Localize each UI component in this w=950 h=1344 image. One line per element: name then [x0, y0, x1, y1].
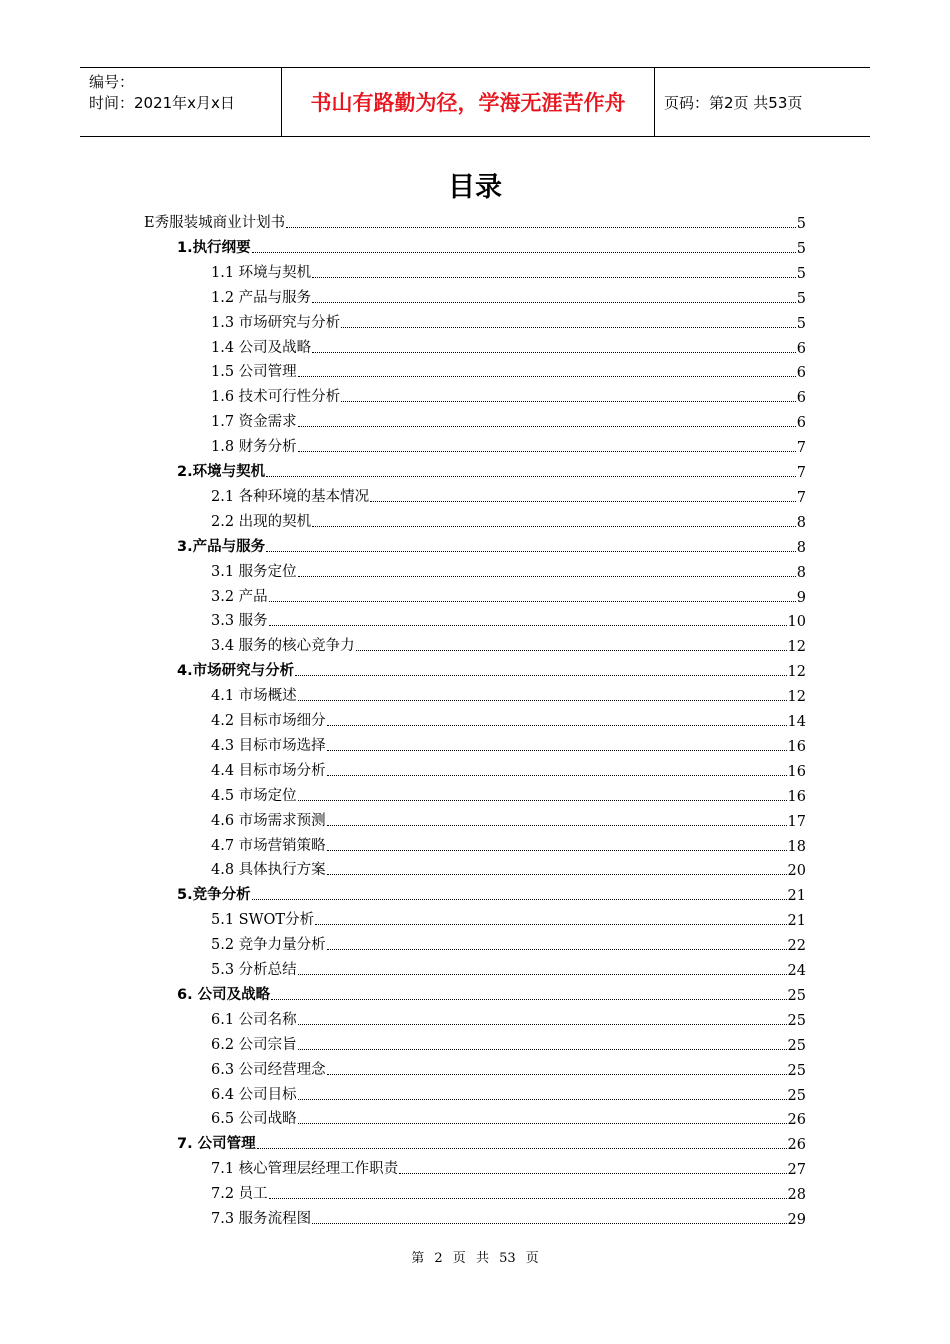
footer-suffix: 页 — [525, 1251, 539, 1266]
toc-entry[interactable] — [211, 681, 806, 705]
toc-entry-label: 4.3 目标市场选择 — [211, 737, 326, 754]
toc-entry[interactable] — [177, 457, 806, 481]
toc-entry[interactable] — [211, 831, 806, 855]
toc-entry-page: 6 — [796, 390, 806, 407]
motto-text: 书山有路勤为径，学海无涯苦作舟 — [310, 91, 626, 115]
toc-dot-leader — [327, 765, 787, 776]
toc-entry-label: 7.2 员工 — [211, 1186, 268, 1203]
toc-entry[interactable] — [211, 407, 806, 431]
toc-entry[interactable] — [211, 1179, 806, 1203]
toc-dot-leader — [399, 1163, 786, 1174]
toc-entry-label: 7.3 服务流程图 — [211, 1211, 312, 1227]
toc-entry-page: 7 — [796, 465, 806, 481]
toc-entry-label: 1.4 公司及战略 — [211, 339, 312, 356]
toc-dot-leader — [269, 1188, 787, 1199]
toc-entry[interactable] — [211, 308, 806, 332]
toc-entry-page: 16 — [787, 738, 806, 755]
toc-entry[interactable] — [211, 1204, 806, 1228]
toc-entry-page: 25 — [787, 987, 806, 1004]
toc-entry[interactable] — [177, 980, 806, 1004]
toc-dot-leader — [271, 989, 786, 1000]
toc-entry[interactable] — [211, 756, 806, 780]
toc-dot-leader — [315, 914, 786, 925]
toc-entry-label: 7.1 核心管理层经理工作职责 — [211, 1161, 399, 1178]
toc-entry-label: 4.4 目标市场分析 — [211, 762, 326, 779]
toc-entry-label: 1.执行纲要 — [177, 239, 251, 256]
toc-entry-label: 1.2 产品与服务 — [211, 289, 312, 306]
toc-dot-leader — [312, 267, 796, 278]
toc-dot-leader — [327, 840, 787, 851]
toc-entry[interactable] — [211, 905, 806, 929]
toc-entry[interactable] — [211, 955, 806, 979]
toc-entry-page: 12 — [787, 639, 806, 656]
toc-entry-page: 5 — [796, 216, 806, 232]
toc-entry[interactable] — [211, 855, 806, 879]
toc-dot-leader — [266, 541, 796, 552]
toc-dot-leader — [327, 740, 787, 751]
toc-entry-label: 1.8 财务分析 — [211, 439, 297, 456]
toc-entry-page: 8 — [796, 539, 806, 556]
toc-dot-leader — [298, 964, 787, 975]
toc-entry[interactable] — [211, 631, 806, 655]
serial-number-label: 编号： — [89, 73, 135, 91]
toc-entry-label: 6.2 公司宗旨 — [211, 1036, 297, 1053]
toc-entry-page: 5 — [796, 240, 806, 257]
toc-dot-leader — [298, 416, 796, 427]
toc-entry-label: 2.2 出现的契机 — [211, 513, 312, 530]
toc-entry-page: 10 — [787, 614, 806, 631]
toc-entry-page: 6 — [796, 365, 806, 382]
toc-entry-page: 5 — [796, 290, 806, 307]
toc-entry-page: 5 — [796, 315, 806, 332]
toc-entry-page: 16 — [787, 763, 806, 780]
toc-entry[interactable] — [211, 1080, 806, 1104]
toc-dot-leader — [266, 466, 796, 477]
toc-entry[interactable] — [211, 1005, 806, 1029]
toc-entry-label: 3.产品与服务 — [177, 538, 266, 555]
header-page-cell — [655, 68, 870, 136]
date-label: 时间：2021年x月x日 — [89, 94, 235, 112]
toc-dot-leader — [298, 790, 787, 801]
toc-entry[interactable] — [211, 1030, 806, 1054]
toc-dot-leader — [252, 889, 787, 900]
toc-entry[interactable] — [211, 357, 806, 381]
toc-entry-page: 14 — [787, 714, 806, 730]
toc-entry-page: 5 — [796, 265, 806, 282]
footer-page-word: 页 — [452, 1251, 466, 1266]
toc-entry-page: 20 — [787, 863, 806, 880]
toc-entry[interactable] — [211, 1055, 806, 1079]
toc-entry-page: 7 — [796, 489, 806, 506]
toc-entry-page: 12 — [787, 664, 806, 681]
toc-entry-page: 25 — [787, 1062, 806, 1079]
toc-entry-page: 25 — [787, 1087, 806, 1104]
toc-dot-leader — [298, 566, 796, 577]
toc-entry-label: 1.7 资金需求 — [211, 414, 297, 431]
toc-entry-label: 4.5 市场定位 — [211, 787, 297, 804]
toc-entry-page: 17 — [787, 813, 806, 830]
toc-entry[interactable] — [211, 582, 806, 606]
toc-entry-page: 22 — [787, 938, 806, 955]
toc-entry-label: 3.1 服务定位 — [211, 563, 297, 580]
toc-dot-leader — [312, 516, 796, 527]
toc-entry-label: 5.3 分析总结 — [211, 962, 297, 978]
toc-entry[interactable] — [211, 930, 806, 954]
toc-entry-page: 9 — [796, 589, 806, 606]
header-motto-cell — [282, 68, 655, 136]
toc-entry-label: 4.8 具体执行方案 — [211, 862, 326, 879]
toc-entry[interactable] — [211, 781, 806, 805]
toc-dot-leader — [356, 640, 787, 651]
toc-dot-leader — [298, 690, 787, 701]
toc-entry-label: 1.6 技术可行性分析 — [211, 389, 341, 406]
toc-entry-label: 4.7 市场营销策略 — [211, 837, 326, 854]
toc-entry[interactable] — [177, 532, 806, 556]
toc-entry-page: 27 — [787, 1162, 806, 1179]
toc-title: 目录 — [448, 172, 502, 203]
footer-total-word: 共 — [475, 1251, 489, 1266]
toc-entry[interactable] — [211, 1154, 806, 1178]
toc-entry[interactable] — [211, 606, 806, 630]
toc-entry-label: 7. 公司管理 — [177, 1136, 256, 1153]
toc-entry-page: 7 — [796, 440, 806, 457]
toc-entry-page: 21 — [787, 913, 806, 930]
footer-current-page: 2 — [434, 1251, 443, 1266]
toc-entry-label: 1.1 环境与契机 — [211, 264, 312, 281]
page-header — [80, 67, 870, 137]
toc-entry-page: 6 — [796, 415, 806, 432]
toc-dot-leader — [298, 1113, 787, 1124]
toc-dot-leader — [298, 1014, 787, 1025]
toc-entry-label: E秀服装城商业计划书 — [144, 215, 286, 231]
toc-dot-leader — [327, 1064, 787, 1075]
toc-dot-leader — [341, 317, 796, 328]
toc-dot-leader — [312, 1213, 786, 1224]
toc-entry-page: 16 — [787, 788, 806, 805]
toc-dot-leader — [370, 491, 796, 502]
toc-entry-page: 25 — [787, 1012, 806, 1029]
toc-dot-leader — [312, 342, 796, 353]
toc-entry-label: 5.1 SWOT分析 — [211, 912, 315, 929]
toc-dot-leader — [295, 665, 786, 676]
toc-dot-leader — [327, 815, 787, 826]
toc-dot-leader — [252, 242, 796, 253]
toc-entry-page: 26 — [787, 1137, 806, 1154]
toc-entry[interactable] — [211, 706, 806, 730]
toc-entry-page: 12 — [787, 689, 806, 706]
toc-dot-leader — [312, 292, 796, 303]
toc-entry[interactable] — [211, 557, 806, 581]
toc-entry[interactable] — [211, 258, 806, 282]
toc-dot-leader — [341, 391, 796, 402]
toc-dot-leader — [298, 366, 796, 377]
toc-dot-leader — [269, 591, 796, 602]
header-left-cell — [80, 68, 282, 136]
toc-entry-label: 4.1 市场概述 — [211, 688, 297, 705]
toc-dot-leader — [257, 1138, 787, 1149]
footer-total-pages: 53 — [499, 1251, 516, 1266]
toc-entry-label: 6. 公司及战略 — [177, 986, 271, 1003]
footer-prefix: 第 — [411, 1251, 425, 1266]
toc-entry[interactable] — [177, 1129, 806, 1153]
page-footer — [0, 1247, 950, 1266]
toc-entry-page: 21 — [787, 888, 806, 905]
toc-entry-page: 24 — [787, 963, 806, 979]
toc-entry[interactable] — [177, 233, 806, 257]
toc-entry-label: 6.5 公司战略 — [211, 1111, 297, 1128]
toc-entry-label: 1.5 公司管理 — [211, 364, 297, 381]
toc-entry-page: 28 — [787, 1187, 806, 1204]
toc-entry-page: 18 — [787, 838, 806, 855]
toc-entry[interactable] — [211, 731, 806, 755]
toc-entry-label: 2.1 各种环境的基本情况 — [211, 488, 370, 505]
toc-entry[interactable] — [211, 333, 806, 357]
toc-entry-label: 3.3 服务 — [211, 613, 268, 630]
toc-dot-leader — [298, 1089, 787, 1100]
toc-entry-page: 8 — [796, 564, 806, 581]
toc-entry[interactable] — [211, 507, 806, 531]
toc-dot-leader — [298, 441, 796, 452]
toc-dot-leader — [327, 864, 787, 875]
toc-entry-label: 1.3 市场研究与分析 — [211, 314, 341, 331]
toc-entry-label: 3.4 服务的核心竞争力 — [211, 638, 355, 655]
toc-entry[interactable] — [177, 656, 806, 680]
toc-entry-label: 5.2 竞争力量分析 — [211, 937, 326, 954]
toc-entry-page: 29 — [787, 1212, 806, 1228]
toc-entry[interactable] — [211, 283, 806, 307]
toc-entry[interactable] — [177, 880, 806, 904]
toc-entry[interactable] — [211, 382, 806, 406]
toc-entry[interactable] — [144, 208, 806, 232]
toc-entry-label: 2.环境与契机 — [177, 464, 266, 480]
toc-entry-page: 26 — [787, 1112, 806, 1129]
toc-dot-leader — [327, 715, 787, 726]
toc-entry-page: 25 — [787, 1037, 806, 1054]
header-page-info: 页码：第2页 共53页 — [664, 93, 803, 112]
toc-dot-leader — [269, 615, 787, 626]
toc-entry-label: 6.3 公司经营理念 — [211, 1061, 326, 1078]
toc-dot-leader — [286, 217, 796, 228]
toc-dot-leader — [298, 1039, 787, 1050]
toc-entry-page: 6 — [796, 340, 806, 357]
toc-dot-leader — [327, 939, 787, 950]
toc-entry-label: 5.竞争分析 — [177, 887, 251, 904]
toc-entry-label: 4.6 市场需求预测 — [211, 812, 326, 829]
toc-entry-label: 3.2 产品 — [211, 588, 268, 605]
toc-entry-label: 6.4 公司目标 — [211, 1086, 297, 1103]
toc-entry[interactable] — [211, 482, 806, 506]
toc-entry[interactable] — [211, 1104, 806, 1128]
toc-entry-label: 4.2 目标市场细分 — [211, 713, 326, 729]
toc-entry[interactable] — [211, 432, 806, 456]
toc-entry-label: 4.市场研究与分析 — [177, 663, 295, 680]
toc-entry[interactable] — [211, 806, 806, 830]
toc-entry-page: 8 — [796, 514, 806, 531]
toc-entry-label: 6.1 公司名称 — [211, 1011, 297, 1028]
